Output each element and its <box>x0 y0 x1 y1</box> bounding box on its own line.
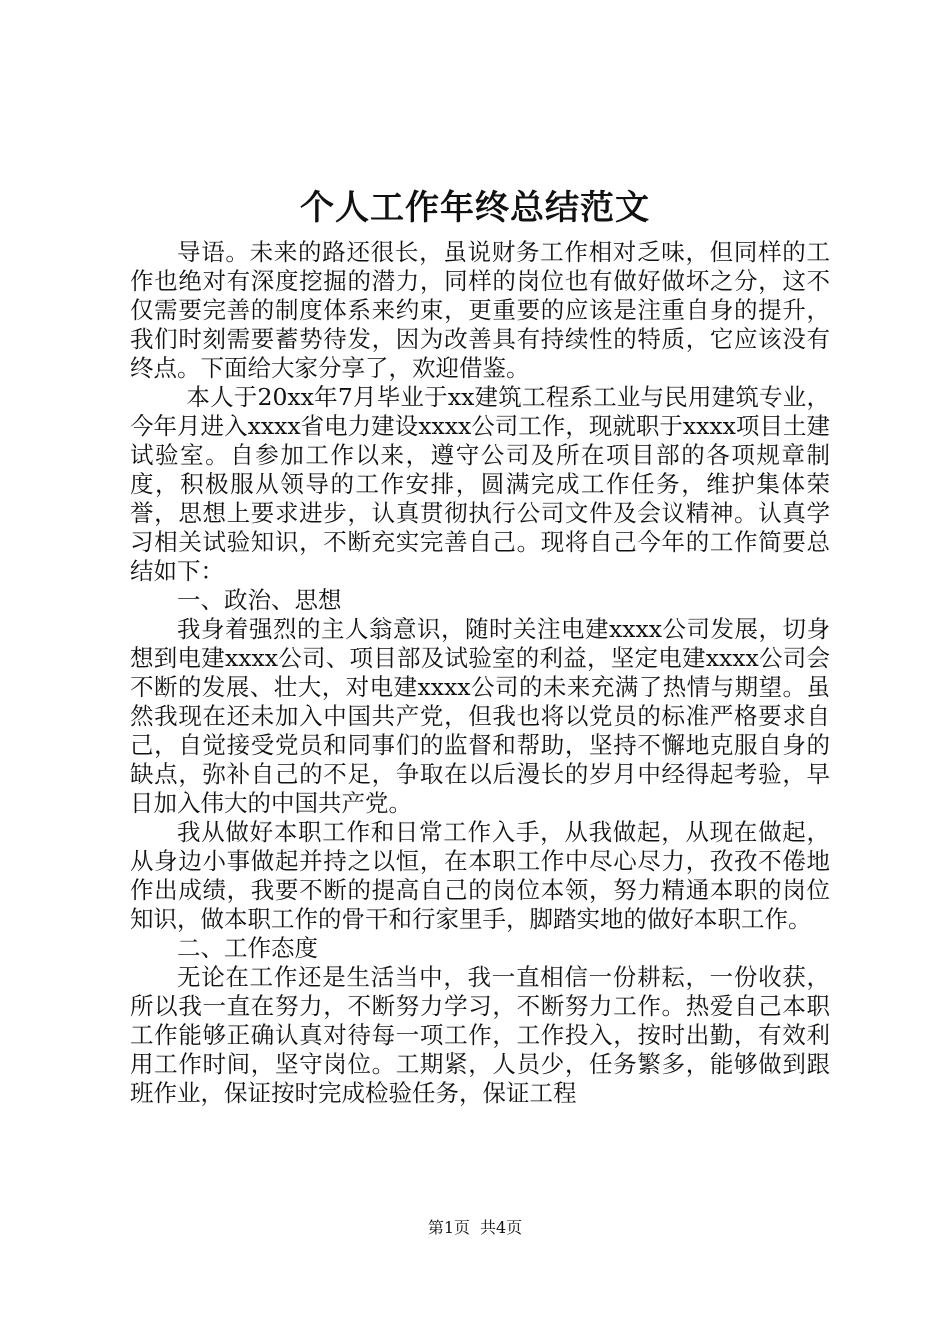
paragraph-attitude: 无论在工作还是生活当中，我一直相信一份耕耘，一份收获，所以我一直在努力，不断努力学习，不断努力工作。热爱自己本职工作能够正确认真对待每一项工作，工作投入，按时出勤，有效利用工作时间，坚守岗位。工期紧，人员少，任务繁多，能够做到跟班作业，保证按时完成检验任务，保证工程 <box>130 963 830 1107</box>
document-title: 个人工作年终总结范文 <box>300 188 650 228</box>
paragraph-intro: 导语。未来的路还很长，虽说财务工作相对乏味，但同样的工作也绝对有深度挖掘的潜力，同样的岗位也有做好做坏之分，这不仅需要完善的制度体系来约束，更重要的应该是注重自身的提升，我们时刻需要蓄势待发，因为改善具有持续性的特质，它应该没有终点。下面给大家分享了，欢迎借鉴。 <box>130 238 830 382</box>
page-footer <box>0 1216 950 1240</box>
paragraph-politics: 我身着强烈的主人翁意识，随时关注电建xxxx公司发展，切身想到电建xxxx公司、项目部及试验室的利益，坚定电建xxxx公司会不断的发展、壮大，对电建xxxx公司的未来充满了热情与期望。虽然我现在还未加入中国共产党，但我也将以党员的标准严格要求自己，自觉接受党员和同事们的监督和帮助，坚持不懈地克服自身的缺点，弥补自己的不足，争取在以后漫长的岁月中经得起考验，早日加入伟大的中国共产党。 <box>130 615 830 817</box>
page-total: 共4页 <box>480 1218 523 1237</box>
page-number: 第1页 <box>427 1218 470 1237</box>
paragraph-duty: 我从做好本职工作和日常工作入手，从我做起，从现在做起，从身边小事做起并持之以恒，在本职工作中尽心尽力，孜孜不倦地作出成绩，我要不断的提高自己的岗位本领，努力精通本职的岗位知识，做本职工作的骨干和行家里手，脚踏实地的做好本职工作。 <box>130 818 830 933</box>
section-heading-politics: 一、政治、思想 <box>177 586 342 614</box>
section-heading-attitude: 二、工作态度 <box>177 934 318 962</box>
document-body <box>130 238 830 1108</box>
paragraph-background: 本人于20xx年7月毕业于xx建筑工程系工业与民用建筑专业，今年月进入xxxx省电力建设xxxx公司工作，现就职于xxxx项目土建试验室。自参加工作以来，遵守公司及所在项目部的各项规章制度，积极服从领导的工作安排，圆满完成工作任务，维护集体荣誉，思想上要求进步，认真贯彻执行公司文件及会议精神。认真学习相关试验知识，不断充实完善自己。现将自己今年的工作简要总结如下： <box>130 383 830 585</box>
